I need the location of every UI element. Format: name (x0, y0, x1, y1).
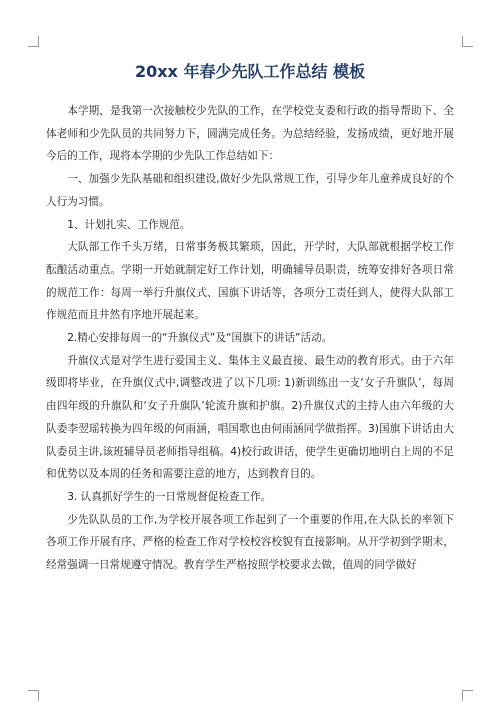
paragraph-item-3-heading: 3. 认真抓好学生的一日常规督促检查工作。 (67, 490, 272, 503)
paragraph-item-2-body: 升旗仪式是对学生进行爱国主义、集体主义最直接、最生动的教育形式。由于六年级即将毕业，在升旗仪式中,调整改进了以下几项: 1)新训练出一支‘女子升旗队’，每周由四年级的升旗队和‘女子升旗队’轮流升旗和护旗。2)升旗仪式的主持人由六年级的大队委李翌瑶转换为四年级的何雨涵，唱国歌也由何雨涵同学做指挥。3)国旗下讲话由大队委员主讲,该班辅导员老师指导组稿。4)校行政讲话，使学生更确切地明白上周的不足和优势以及本周的任务和需要注意的地方，达到教育目的。 (46, 354, 454, 481)
paragraph-section-1-heading: 一、加强少先队基础和组织建设,做好少先队常规工作，引导少年儿童养成良好的个人行为习惯。 (46, 173, 454, 208)
document-title: 20xx 年春少先队工作总结 模板 (134, 62, 366, 81)
paragraph-intro: 本学期，是我第一次接触校少先队的工作，在学校党支委和行政的指导帮助下、全体老师和少先队员的共同努力下，圆满完成任务。为总结经验，发扬成绩，更好地开展今后的工作，现将本学期的少先队工作总结如下： (46, 105, 454, 163)
crop-mark-bottom-left (28, 690, 39, 701)
paragraph-item-1-body: 大队部工作千头万绪，日常事务极其繁琐，因此，开学时，大队部就根据学校工作酝酿活动重点。学期一开始就制定好工作计划，明确辅导员职责，统筹安排好各项日常的规范工作：每周一举行升旗仪式、国旗下讲话等，各项分工责任到人，使得大队部工作规范而且井然有序地开展起来。 (46, 241, 454, 322)
crop-mark-top-right (462, 36, 473, 47)
crop-mark-bottom-right (462, 690, 473, 701)
crop-mark-top-left (28, 36, 39, 47)
paragraph-item-2-heading: 2.精心安排每周一的“升旗仪式”及“国旗下的讲话”活动。 (67, 332, 333, 345)
paragraph-item-3-body: 少先队队员的工作,为学校开展各项工作起到了一个重要的作用,在大队长的率领下各项工作开展有序、严格的检查工作对学校校容校貌有直接影响。从开学初到学期末，经常强调一日常规遵守情况。教育学生严格按照学校要求去做，值周的同学做好 (46, 513, 454, 572)
document-body (46, 100, 454, 577)
paragraph-item-1-heading: 1、计划扎实、工作规范。 (67, 218, 191, 231)
